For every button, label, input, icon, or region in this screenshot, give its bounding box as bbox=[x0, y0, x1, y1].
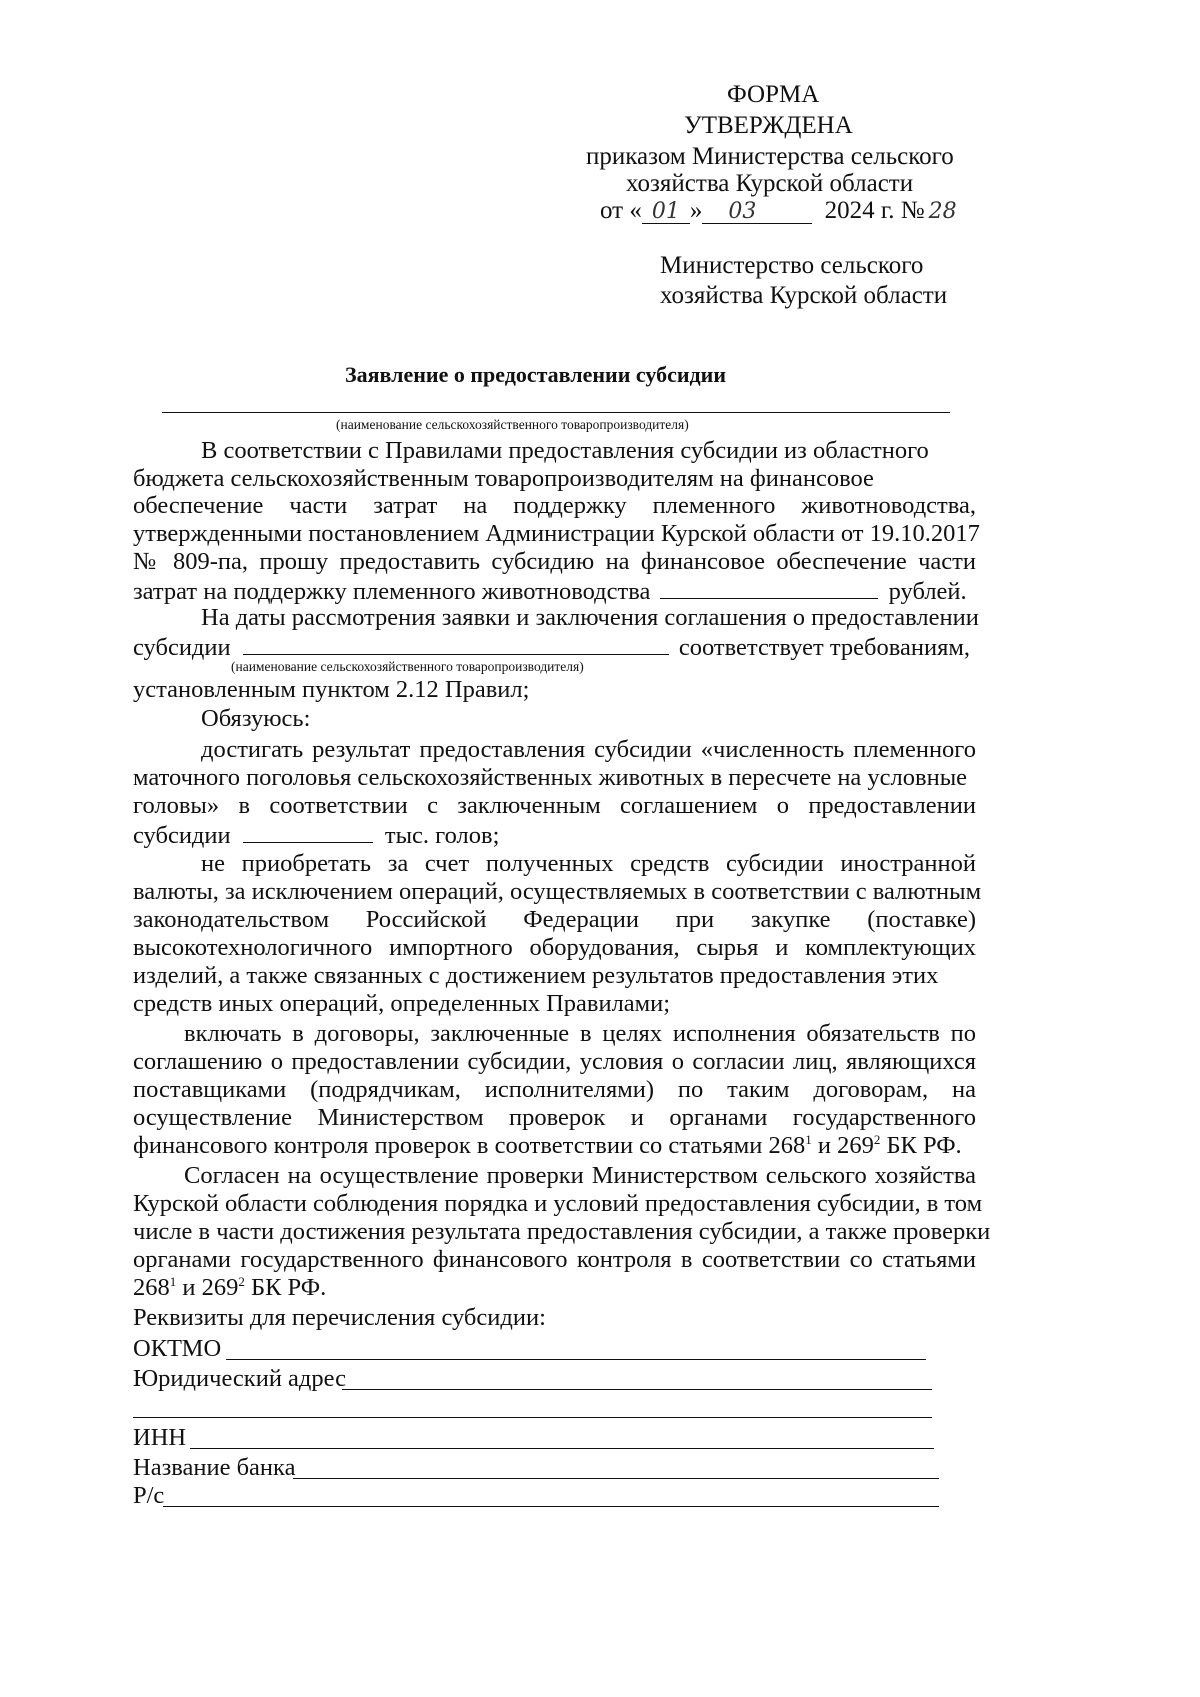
p4-line-4: высокотехнологичного импортного оборудования, сырья и комплектующих bbox=[133, 934, 976, 961]
producer-name-field[interactable] bbox=[162, 412, 950, 413]
order-date-line bbox=[600, 198, 957, 224]
address-label: Юридический адрес bbox=[133, 1365, 346, 1392]
p5-line-5: финансового контроля проверок в соответствии со статьями $268^1$ и $269^2$ БК РФ. bbox=[133, 1131, 962, 1159]
p6-line-5: $268^1$ и $269^2$ БК РФ. bbox=[133, 1273, 327, 1301]
p3-line-4: субсидии тыс. голов; bbox=[133, 822, 500, 849]
p5-line-4: осуществление Министерством проверок и органами государственного bbox=[133, 1104, 976, 1131]
p3-line-3: головы» в соответствии с заключенным соглашением о предоставлении bbox=[133, 792, 976, 819]
obligation-title: Обязуюсь: bbox=[201, 705, 311, 732]
p5-line-3: поставщиками (подрядчикам, исполнителями) по таким договорам, на bbox=[133, 1076, 976, 1103]
p1-line-1: В соответствии с Правилами предоставления субсидии из областного bbox=[201, 437, 929, 464]
p4-line-2: валюты, за исключением операций, осуществляемых в соответствии с валютным bbox=[133, 878, 982, 905]
order-line-1: приказом Министерства сельского bbox=[586, 143, 954, 170]
p1-line-2: бюджета сельскохозяйственным товаропроизводителям на финансовое bbox=[133, 465, 874, 492]
p6-line-2: Курской области соблюдения порядка и условий предоставления субсидии, в том bbox=[133, 1190, 983, 1217]
oktmo-field[interactable] bbox=[226, 1359, 926, 1360]
oktmo-label: ОКТМО bbox=[133, 1335, 222, 1362]
address-field-continued[interactable] bbox=[133, 1417, 932, 1418]
date-month-handwritten: 03 bbox=[728, 199, 757, 224]
subsidy-amount-field[interactable] bbox=[660, 578, 878, 599]
p4-line-3: законодательством Российской Федерации при закупке (поставке) bbox=[133, 906, 976, 933]
p5-line-1: включать в договоры, заключенные в целях исполнения обязательств по bbox=[184, 1020, 976, 1047]
recipient-line-2: хозяйства Курской области bbox=[660, 282, 948, 309]
producer-name-field-2[interactable] bbox=[243, 634, 669, 655]
p4-line-5: изделий, а также связанных с достижением результатов предоставления этих bbox=[133, 962, 939, 989]
head-count-field[interactable] bbox=[243, 822, 373, 843]
p3-line-2: маточного поголовья сельскохозяйственных животных в пересчете на условные bbox=[133, 764, 968, 791]
p6-line-4: органами государственного финансового контроля в соответствии со статьями bbox=[133, 1246, 976, 1273]
p2-line-1: На даты рассмотрения заявки и заключения соглашения о предоставлении bbox=[201, 604, 979, 631]
p4-line-6: средств иных операций, определенных Правилами; bbox=[133, 990, 671, 1017]
p1-line-5: № 809-па, прошу предоставить субсидию на финансовое обеспечение части bbox=[133, 548, 976, 575]
date-day-handwritten: 01 bbox=[651, 199, 680, 224]
document-title: Заявление о предоставлении субсидии bbox=[345, 362, 727, 387]
order-line-2: хозяйства Курской области bbox=[626, 170, 914, 197]
requisites-title: Реквизиты для перечисления субсидии: bbox=[133, 1304, 546, 1331]
p2-line-2: субсидии соответствует требованиям, bbox=[133, 634, 970, 661]
account-field[interactable] bbox=[163, 1506, 939, 1507]
bank-field[interactable] bbox=[293, 1478, 939, 1479]
p1-line-6: затрат на поддержку племенного животноводства рублей. bbox=[133, 578, 967, 605]
account-label: Р/с bbox=[133, 1482, 165, 1509]
form-label: ФОРМА bbox=[727, 81, 820, 108]
p1-line-4: утвержденными постановлением Администрации Курской области от 19.10.2017 bbox=[133, 520, 980, 547]
p3-line-1: достигать результат предоставления субсидии «численность племенного bbox=[201, 736, 976, 763]
date-mid: » bbox=[689, 197, 703, 224]
recipient-line-1: Министерство сельского bbox=[660, 252, 924, 279]
p6-line-3: числе в части достижения результата предоставления субсидии, а также проверки bbox=[133, 1218, 991, 1245]
producer-name-caption-2: (наименование сельскохозяйственного товаропроизводителя) bbox=[231, 659, 584, 674]
p5-line-2: соглашению о предоставлении субсидии, условия о согласии лиц, являющихся bbox=[133, 1048, 976, 1075]
p1-line-3: обеспечение части затрат на поддержку племенного животноводства, bbox=[133, 492, 976, 519]
p4-line-1: не приобретать за счет полученных средств субсидии иностранной bbox=[201, 850, 976, 877]
order-number-handwritten: 28 bbox=[928, 199, 957, 224]
p2-line-3: установленным пунктом 2.12 Правил; bbox=[133, 676, 530, 703]
bank-label: Название банка bbox=[133, 1454, 296, 1481]
inn-label: ИНН bbox=[133, 1424, 187, 1451]
p6-line-1: Согласен на осуществление проверки Министерством сельского хозяйства bbox=[184, 1162, 976, 1189]
inn-field[interactable] bbox=[190, 1448, 934, 1449]
producer-name-caption: (наименование сельскохозяйственного товаропроизводителя) bbox=[336, 417, 689, 432]
date-year: 2024 г. № bbox=[824, 197, 925, 224]
date-prefix: от « bbox=[600, 197, 642, 224]
approved-label: УТВЕРЖДЕНА bbox=[684, 112, 853, 139]
address-field[interactable] bbox=[342, 1389, 932, 1390]
